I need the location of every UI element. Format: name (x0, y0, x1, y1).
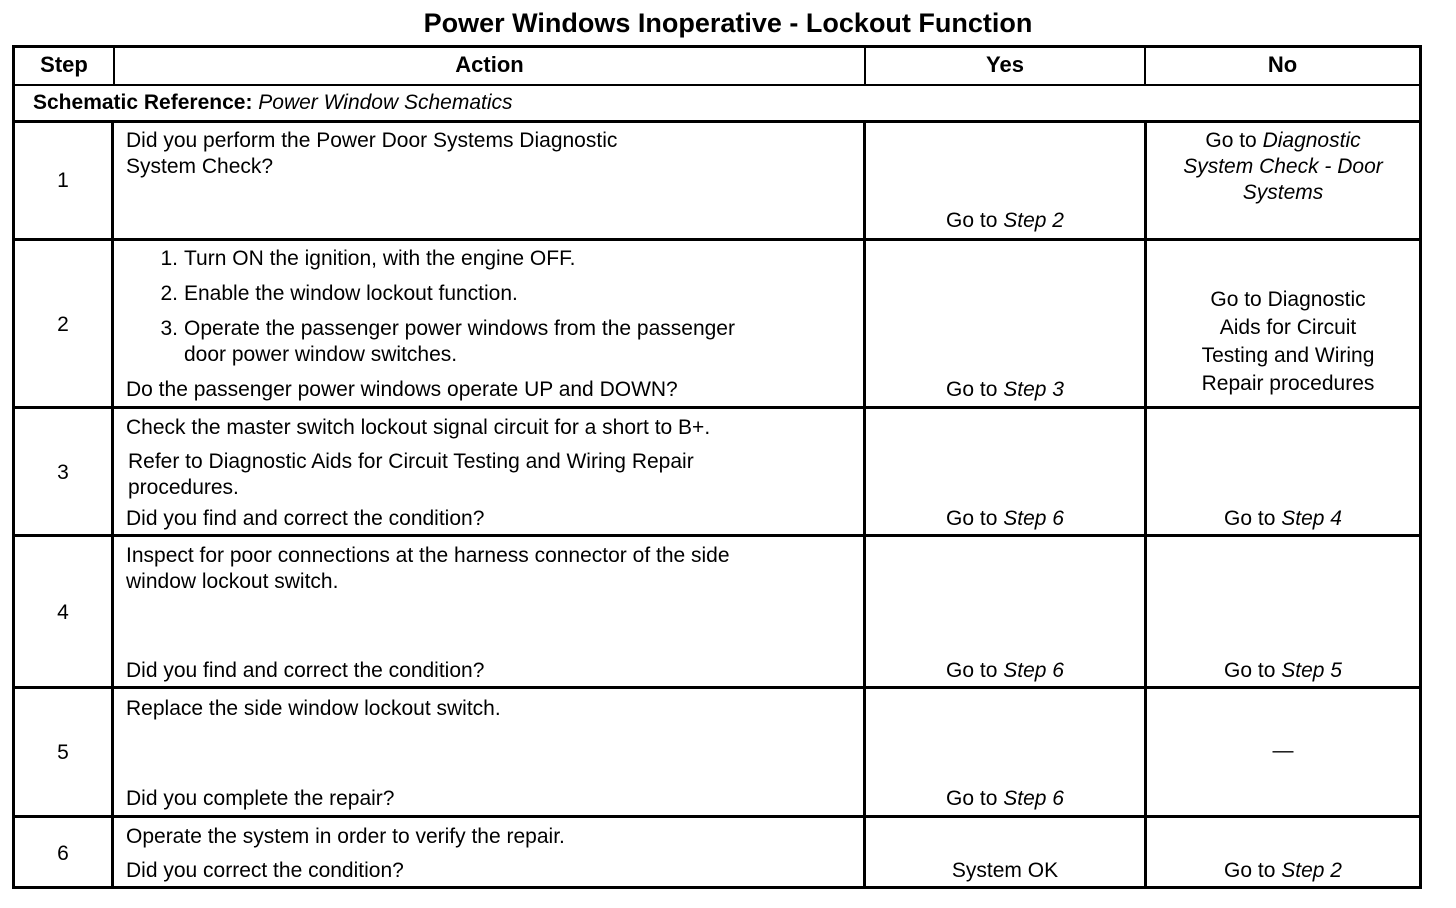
step-question: Did you complete the repair? (126, 787, 395, 810)
step-question: Did you correct the condition? (126, 859, 404, 882)
step-number: 5 (57, 741, 69, 764)
action-text: door power window switches. (184, 343, 458, 366)
yes-step-link[interactable]: Step 6 (1003, 507, 1064, 530)
yes-prefix: Go to (946, 787, 1004, 810)
table-border-right (1419, 45, 1422, 889)
step-action: Check the master switch lockout signal circuit for a short to B+. (126, 416, 711, 439)
table-divider (12, 686, 1422, 689)
yes-step-link[interactable]: Step 6 (1003, 787, 1064, 810)
table-divider (12, 120, 1422, 123)
no-text: Testing and Wiring (1201, 344, 1375, 367)
no-step-link[interactable]: Step 2 (1281, 859, 1342, 882)
list-number: 3. (160, 317, 178, 340)
list-number: 1. (160, 247, 178, 270)
no-step-link[interactable]: Diagnostic (1262, 129, 1361, 152)
step-action (126, 543, 856, 595)
yes-step-link[interactable]: Step 2 (1003, 209, 1064, 232)
step-yes (866, 506, 1144, 532)
table-divider (12, 534, 1422, 537)
step-yes: System OK (951, 859, 1059, 882)
step-no (1147, 506, 1419, 532)
action-text: window lockout switch. (126, 570, 339, 593)
no-prefix: Go to (1224, 859, 1282, 882)
step-no (1147, 128, 1419, 206)
yes-step-link[interactable]: Step 3 (1003, 378, 1064, 401)
step-number: 4 (57, 601, 69, 624)
table-divider (12, 84, 1422, 86)
no-text: Aids for Circuit (1219, 316, 1357, 339)
column-header-no: No (1267, 52, 1298, 77)
step-number: 1 (57, 169, 69, 192)
yes-prefix: Go to (946, 659, 1004, 682)
no-step-link[interactable]: Step 5 (1281, 659, 1342, 682)
list-item (150, 316, 854, 368)
action-text: Enable the window lockout function. (184, 282, 518, 305)
schematic-reference-label: Schematic Reference: (33, 91, 253, 114)
no-step-link[interactable]: System Check - Door (1183, 155, 1383, 178)
no-step-link[interactable]: Systems (1242, 181, 1324, 204)
no-text: Go to Diagnostic (1210, 288, 1366, 311)
action-text: System Check? (126, 155, 274, 178)
page-title: Power Windows Inoperative - Lockout Function (423, 8, 1033, 38)
table-divider (12, 406, 1422, 409)
no-prefix: Go to (1205, 129, 1263, 152)
column-header-step: Step (40, 52, 88, 77)
step-yes (866, 658, 1144, 684)
step-yes (866, 208, 1144, 234)
step-no: — (1272, 739, 1294, 762)
table-border-top (12, 45, 1422, 48)
step-action: Operate the system in order to verify the repair. (126, 825, 565, 848)
table-border-bottom (12, 886, 1422, 889)
step-action (114, 246, 854, 368)
step-action: Replace the side window lockout switch. (126, 697, 501, 720)
step-question: Did you find and correct the condition? (126, 659, 485, 682)
column-divider (1144, 120, 1147, 889)
table-divider (12, 238, 1422, 241)
list-number: 2. (160, 282, 178, 305)
action-text: Did you perform the Power Door Systems Diagnostic (126, 129, 618, 152)
step-no (1147, 658, 1419, 684)
yes-prefix: Go to (946, 507, 1004, 530)
action-text: Operate the passenger power windows from the passenger (184, 317, 735, 340)
step-yes (866, 786, 1144, 812)
no-text: Repair procedures (1201, 372, 1375, 395)
step-no (1147, 286, 1429, 398)
no-prefix: Go to (1224, 659, 1282, 682)
step-no (1147, 858, 1419, 884)
yes-prefix: Go to (946, 209, 1004, 232)
table-divider (12, 815, 1422, 818)
no-prefix: Go to (1224, 507, 1282, 530)
schematic-reference-link[interactable]: Power Window Schematics (258, 91, 513, 114)
column-header-yes: Yes (986, 52, 1024, 77)
step-question: Do the passenger power windows operate UP and DOWN? (126, 378, 678, 401)
step-number: 3 (57, 461, 69, 484)
yes-step-link[interactable]: Step 6 (1003, 659, 1064, 682)
schematic-reference (33, 90, 1413, 116)
step-question: Did you find and correct the condition? (126, 507, 485, 530)
column-divider (863, 120, 866, 889)
step-action (128, 449, 856, 501)
column-divider (111, 120, 114, 889)
list-item (150, 246, 854, 272)
column-header-action: Action (455, 52, 524, 77)
action-text: procedures. (128, 476, 239, 499)
action-text: Inspect for poor connections at the harness connector of the side (126, 544, 730, 567)
action-text: Turn ON the ignition, with the engine OFF. (184, 247, 576, 270)
step-number: 2 (57, 313, 69, 336)
yes-prefix: Go to (946, 378, 1004, 401)
step-action (126, 128, 856, 180)
list-item (150, 281, 854, 307)
action-text: Refer to Diagnostic Aids for Circuit Testing and Wiring Repair (128, 450, 694, 473)
step-number: 6 (57, 842, 69, 865)
step-yes (866, 377, 1144, 403)
no-step-link[interactable]: Step 4 (1281, 507, 1342, 530)
